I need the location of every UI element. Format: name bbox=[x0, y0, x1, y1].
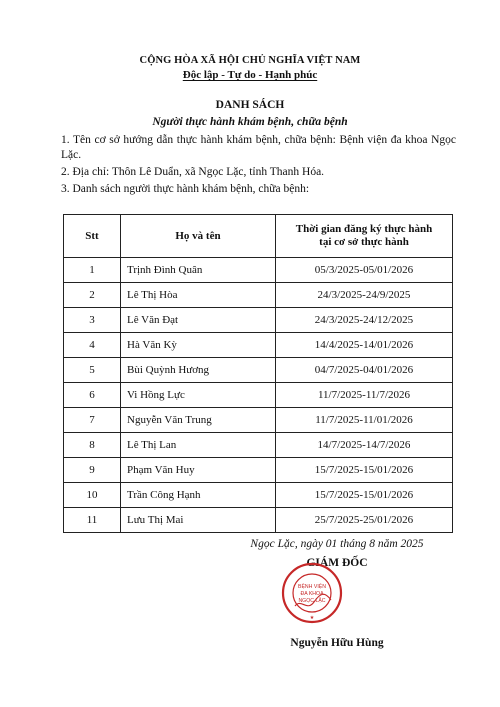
table-row bbox=[64, 483, 453, 508]
national-header: CỘNG HÒA XÃ HỘI CHỦ NGHĨA VIỆT NAM bbox=[139, 55, 361, 66]
item-address: 2. Địa chỉ: Thôn Lê Duẩn, xã Ngọc Lặc, tỉnh Thanh Hóa. bbox=[61, 166, 325, 178]
header-period-line1: Thời gian đăng ký thực hành bbox=[295, 223, 433, 235]
table-row bbox=[64, 433, 453, 458]
table-row bbox=[64, 258, 453, 283]
row-stt: 2 bbox=[64, 283, 121, 308]
row-name: Lê Thị Hòa bbox=[121, 283, 276, 308]
row-name: Vi Hồng Lực bbox=[121, 383, 276, 408]
row-stt: 5 bbox=[64, 358, 121, 383]
row-stt: 10 bbox=[64, 483, 121, 508]
header-period bbox=[276, 215, 453, 258]
row-name: Nguyễn Văn Trung bbox=[121, 408, 276, 433]
row-period: 05/3/2025-05/01/2026 bbox=[276, 258, 453, 283]
table-row bbox=[64, 283, 453, 308]
header-period-line2: tại cơ sở thực hành bbox=[319, 236, 409, 248]
row-period: 15/7/2025-15/01/2026 bbox=[276, 458, 453, 483]
seal-text-line2: ĐA KHOA bbox=[300, 591, 324, 597]
document-items bbox=[61, 133, 456, 199]
row-period: 14/4/2025-14/01/2026 bbox=[276, 333, 453, 358]
row-stt: 9 bbox=[64, 458, 121, 483]
row-stt: 7 bbox=[64, 408, 121, 433]
motto-text: Độc lập - Tự do - Hạnh phúc bbox=[182, 69, 318, 81]
item-institution: 1. Tên cơ sở hướng dẫn thực hành khám bệnh, chữa bệnh: Bệnh viện đa khoa Ngọc Lặc. bbox=[61, 134, 456, 161]
row-period: 15/7/2025-15/01/2026 bbox=[276, 483, 453, 508]
row-name: Bùi Quỳnh Hương bbox=[121, 358, 276, 383]
row-stt: 8 bbox=[64, 433, 121, 458]
seal-text-line1: BỆNH VIỆN bbox=[298, 584, 326, 590]
row-period: 11/7/2025-11/01/2026 bbox=[276, 408, 453, 433]
practitioner-table bbox=[63, 214, 453, 533]
row-period: 14/7/2025-14/7/2026 bbox=[276, 433, 453, 458]
document-title: DANH SÁCH bbox=[215, 99, 285, 111]
row-name: Lê Thị Lan bbox=[121, 433, 276, 458]
table-row bbox=[64, 333, 453, 358]
seal-text-line3: NGỌC LẶC bbox=[298, 598, 326, 604]
item-list-intro: 3. Danh sách người thực hành khám bệnh, chữa bệnh: bbox=[61, 183, 310, 195]
row-name: Trần Công Hạnh bbox=[121, 483, 276, 508]
header-name: Họ và tên bbox=[121, 215, 276, 258]
row-stt: 3 bbox=[64, 308, 121, 333]
national-motto bbox=[0, 69, 500, 81]
row-name: Trịnh Đình Quân bbox=[121, 258, 276, 283]
table-row bbox=[64, 458, 453, 483]
table-header-row bbox=[64, 215, 453, 258]
row-name: Hà Văn Kỳ bbox=[121, 333, 276, 358]
row-name: Phạm Văn Huy bbox=[121, 458, 276, 483]
row-period: 04/7/2025-04/01/2026 bbox=[276, 358, 453, 383]
row-stt: 11 bbox=[64, 508, 121, 533]
signer-name: Nguyễn Hữu Hùng bbox=[290, 637, 384, 649]
row-period: 11/7/2025-11/7/2026 bbox=[276, 383, 453, 408]
table-row bbox=[64, 358, 453, 383]
table-row bbox=[64, 308, 453, 333]
seal-star: ★ bbox=[309, 616, 315, 621]
row-stt: 1 bbox=[64, 258, 121, 283]
row-name: Lưu Thị Mai bbox=[121, 508, 276, 533]
signature-date: Ngọc Lặc, ngày 01 tháng 8 năm 2025 bbox=[250, 538, 424, 550]
row-stt: 4 bbox=[64, 333, 121, 358]
header-stt: Stt bbox=[64, 215, 121, 258]
hospital-seal bbox=[281, 562, 343, 624]
table-row bbox=[64, 508, 453, 533]
table-row bbox=[64, 408, 453, 433]
row-name: Lê Văn Đạt bbox=[121, 308, 276, 333]
row-period: 25/7/2025-25/01/2026 bbox=[276, 508, 453, 533]
signature-role: GIÁM ĐỐC bbox=[306, 557, 368, 569]
document-subtitle: Người thực hành khám bệnh, chữa bệnh bbox=[152, 116, 348, 128]
table-row bbox=[64, 383, 453, 408]
row-stt: 6 bbox=[64, 383, 121, 408]
row-period: 24/3/2025-24/9/2025 bbox=[276, 283, 453, 308]
row-period: 24/3/2025-24/12/2025 bbox=[276, 308, 453, 333]
